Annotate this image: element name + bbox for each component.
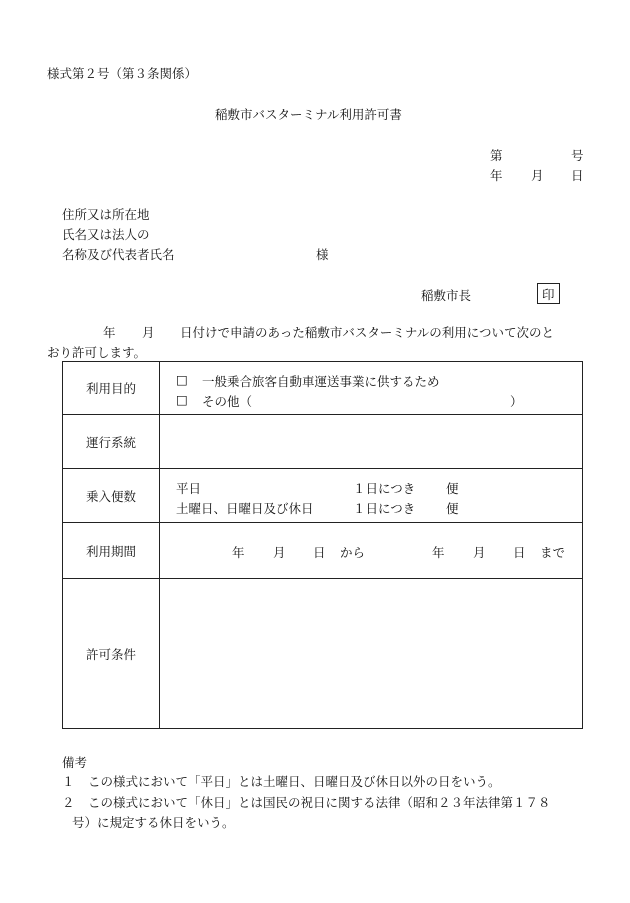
conditions-label: 許可条件 (63, 579, 160, 729)
purpose-value (160, 362, 583, 415)
service-value (160, 469, 583, 523)
notes-heading: 備考 (62, 755, 88, 770)
conditions-value[interactable] (160, 579, 583, 729)
date-month: 月 (531, 168, 544, 183)
service-row (63, 469, 583, 523)
period-value (160, 523, 583, 579)
note-2-number: ２ (62, 795, 75, 810)
permit-table (62, 361, 583, 729)
issuer-name: 稲敷市長 (421, 288, 472, 303)
period-from-day: 日 (313, 545, 326, 560)
document-title: 稲敷市バスターミナル利用許可書 (215, 107, 402, 122)
period-label: 利用期間 (63, 523, 160, 579)
note-2-text: この様式において「休日」とは国民の祝日に関する法律（昭和２３年法律第１７８ (88, 795, 551, 810)
recipient-address-label: 住所又は所在地 (62, 207, 150, 222)
doc-number-suffix: 号 (571, 148, 584, 163)
body-text-line1: 日付けで申請のあった稲敷市バスターミナルの利用について次のと (180, 325, 555, 340)
period-to-year: 年 (432, 545, 445, 560)
date-year: 年 (490, 168, 503, 183)
purpose-option-2: その他（ (202, 394, 253, 409)
period-to-month: 月 (473, 545, 486, 560)
service-weekday-unit: 便 (446, 481, 459, 496)
period-from: から (340, 545, 366, 560)
period-to: まで (540, 545, 566, 560)
service-weekday: 平日 (176, 481, 202, 496)
recipient-honorific: 様 (316, 247, 329, 262)
route-row (63, 415, 583, 469)
body-year: 年 (103, 325, 116, 340)
doc-number-prefix: 第 (490, 148, 503, 163)
service-weekday-per: １日につき (353, 481, 416, 496)
period-to-day: 日 (513, 545, 526, 560)
service-holiday-unit: 便 (446, 501, 459, 516)
date-day: 日 (571, 168, 584, 183)
purpose-option-2-close: ） (510, 394, 523, 409)
purpose-checkbox-1[interactable]: □ (176, 372, 188, 387)
purpose-label: 利用目的 (63, 362, 160, 415)
body-month: 月 (142, 325, 155, 340)
recipient-rep-label: 名称及び代表者氏名 (62, 247, 175, 262)
note-2-continuation: 号）に規定する休日をいう。 (72, 815, 235, 830)
form-number: 様式第２号（第３条関係） (47, 66, 198, 81)
purpose-option-1: 一般乗合旅客自動車運送事業に供するため (202, 374, 440, 389)
conditions-row (63, 579, 583, 729)
route-label: 運行系統 (63, 415, 160, 469)
route-value[interactable] (160, 415, 583, 469)
purpose-checkbox-2[interactable]: □ (176, 392, 188, 407)
period-from-year: 年 (232, 545, 245, 560)
body-text-line2: おり許可します。 (47, 345, 147, 360)
seal-stamp: 印 (537, 283, 560, 304)
service-holiday-per: １日につき (353, 501, 416, 516)
note-1-text: この様式において「平日」とは土曜日、日曜日及び休日以外の日をいう。 (88, 774, 501, 789)
recipient-name-label: 氏名又は法人の (62, 227, 150, 242)
period-row (63, 523, 583, 579)
period-from-month: 月 (273, 545, 286, 560)
service-label: 乗入便数 (63, 469, 160, 523)
service-holiday: 土曜日、日曜日及び休日 (176, 501, 314, 516)
note-1-number: １ (62, 774, 75, 789)
purpose-row (63, 362, 583, 415)
